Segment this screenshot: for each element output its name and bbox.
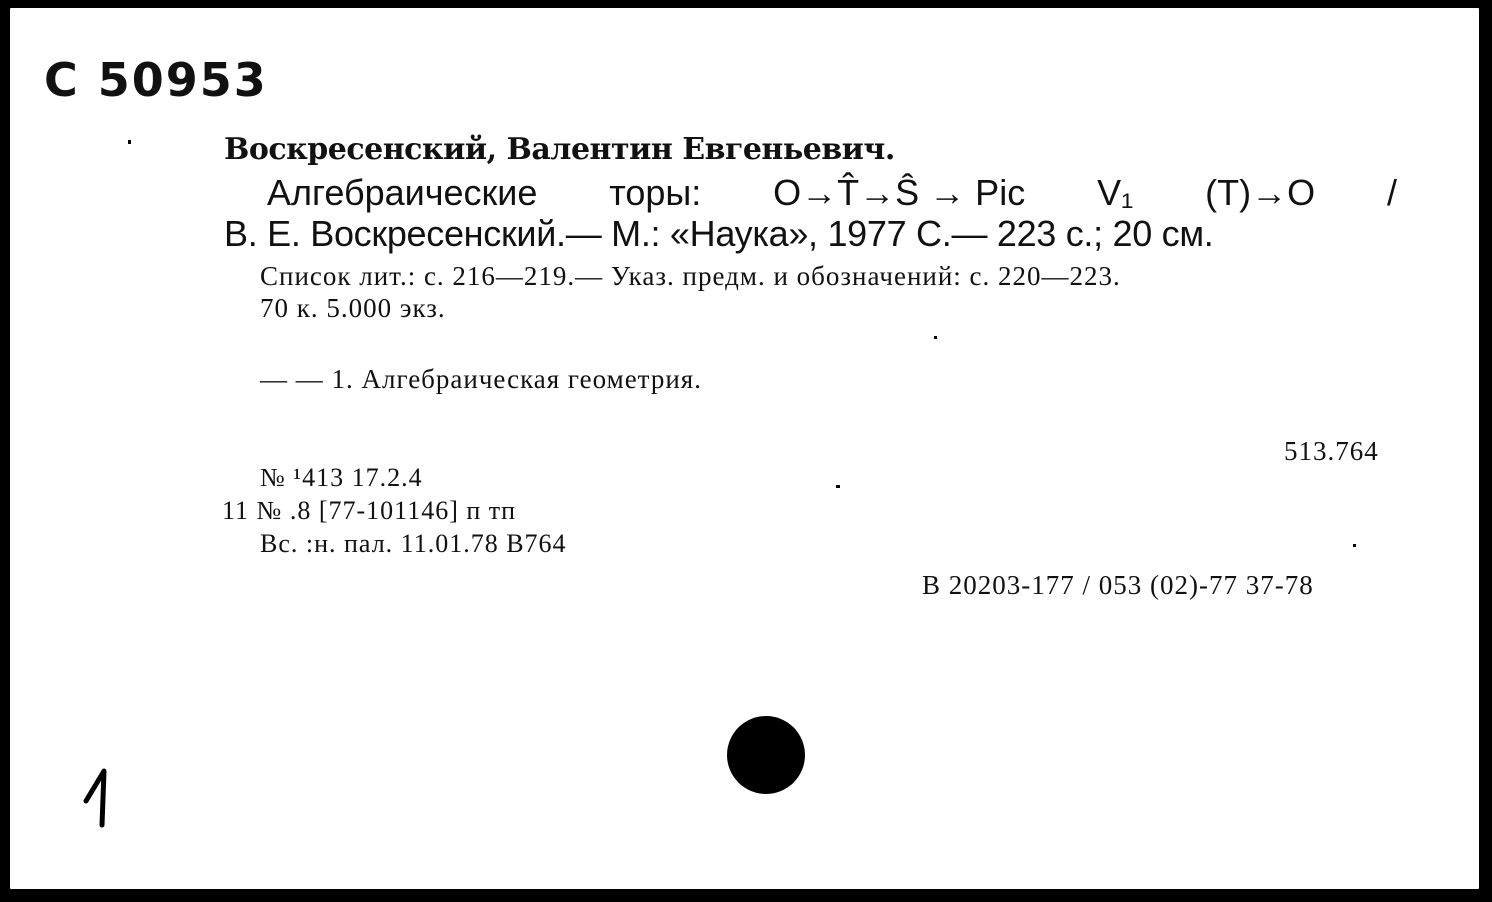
speck — [836, 485, 840, 488]
title-part-6: / — [1386, 172, 1397, 213]
handwritten-mark — [82, 763, 122, 833]
subject-tracing: — — 1. Алгебраическая геометрия. — [260, 364, 702, 394]
catalog-card — [7, 5, 1482, 892]
title-line — [267, 172, 1397, 214]
title-part-3: O→T̂→Ŝ → Pic — [773, 172, 1026, 213]
call-number: С 50953 — [44, 53, 268, 107]
title-part-2: торы: — [609, 172, 702, 213]
registration-line-2: 11 № .8 [77-101146] п тп — [222, 496, 517, 525]
punch-hole — [727, 716, 805, 794]
author-heading: Воскресенский, Валентин Евгеньевич. — [224, 132, 895, 167]
publisher-code: В 20203-177 / 053 (02)-77 37-78 — [922, 570, 1314, 600]
speck — [934, 336, 937, 339]
speck — [1353, 544, 1356, 547]
price-and-print-run: 70 к. 5.000 экз. — [260, 293, 446, 323]
registration-line-3: Вс. :н. пал. 11.01.78 В764 — [260, 529, 567, 558]
bibliography-note: Список лит.: с. 216—219.— Указ. предм. и обозначений: с. 220—223. — [260, 261, 1121, 291]
udc-number: 513.764 — [1284, 436, 1379, 466]
responsibility-statement: В. Е. Воскресенский.— М.: «Наука», 1977 С.— 223 с.; 20 см. — [224, 213, 1214, 254]
title-part-5: (T)→O — [1205, 172, 1316, 213]
title-part-1: Алгебраические — [267, 172, 538, 213]
title-part-4: V₁ — [1097, 172, 1134, 213]
registration-line-1: № ¹413 17.2.4 — [260, 463, 423, 492]
speck — [128, 140, 131, 144]
